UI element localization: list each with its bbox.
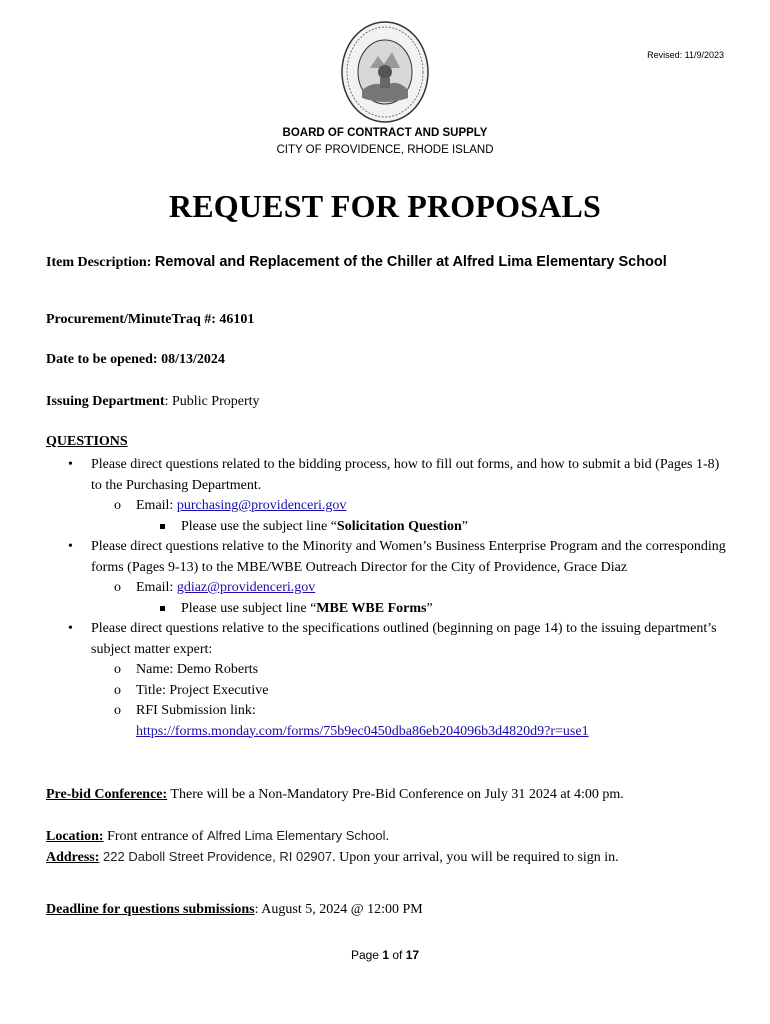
list-item [46, 455, 726, 496]
prebid-label: Pre-bid Conference: [46, 787, 168, 802]
subject-line: Solicitation Question [336, 518, 462, 534]
revised-date: Revised: 11/9/2023 [647, 50, 724, 60]
contact-name: Name: Demo Roberts [136, 662, 259, 677]
location [46, 828, 389, 845]
email-label: Email: [136, 498, 177, 513]
bullet-text: Please direct questions relative to the Minority and Women’s Business Enterprise Program and the corresponding forms (Pages 9-13) to the MBE/WBE Outreach Director for the City of Providence, Grace Diaz [91, 539, 726, 575]
list-item [46, 599, 726, 620]
circle-bullet-icon: o [114, 682, 121, 698]
contact-title: Title: Project Executive [136, 682, 269, 698]
location-place: Alfred Lima Elementary School [206, 828, 386, 843]
location-period: . [385, 829, 389, 844]
square-bullet-icon [160, 606, 165, 611]
circle-bullet-icon: o [114, 662, 121, 677]
page-prefix: Page [350, 948, 383, 962]
rfi-label: RFI Submission link: [136, 703, 256, 718]
item-description-value: Removal and Replacement of the Chiller at Alfred Lima Elementary School [154, 254, 667, 270]
list-item [46, 660, 726, 681]
purchasing-email-link[interactable]: purchasing@providenceri.gov [176, 498, 347, 513]
procurement-number: Procurement/MinuteTraq #: 46101 [46, 312, 255, 327]
date-to-be-opened: Date to be opened: 08/13/2024 [46, 352, 225, 367]
item-description [46, 254, 667, 271]
total-pages: 17 [405, 948, 420, 962]
prebid-text: There will be a Non-Mandatory Pre-Bid Conference on July 31 2024 at 4:00 pm. [167, 787, 624, 802]
bullet-icon: • [68, 621, 73, 636]
city-seal-logo [340, 20, 430, 124]
bullet-text: Please direct questions related to the bidding process, how to fill out forms, and how to submit a bid (Pages 1-8) to the Purchasing Department. [91, 457, 720, 493]
list-item [46, 578, 726, 599]
list-item [46, 619, 726, 660]
questions-deadline [46, 902, 423, 918]
list-item [46, 681, 726, 702]
bullet-text: Please direct questions relative to the specifications outlined (beginning on page 14) to the issuing department’s subject matter expert: [91, 621, 717, 657]
subject-prefix: Please use subject line “ [181, 600, 317, 616]
mbe-email-link[interactable]: gdiaz@providenceri.gov [176, 580, 316, 595]
address [46, 849, 619, 866]
location-text: Front entrance of [103, 829, 207, 844]
address-street: 222 Daboll Street Providence, RI 02907 [99, 849, 333, 864]
page-number [0, 948, 770, 962]
issuing-department-label: Issuing Department [46, 394, 165, 409]
deadline-text: : August 5, 2024 @ 12:00 PM [254, 902, 423, 917]
list-item [46, 517, 726, 538]
rfi-submission-link[interactable]: https://forms.monday.com/forms/75b9ec0450dba86eb204096b3d4820d9?r=use1 [136, 723, 589, 739]
circle-bullet-icon: o [114, 580, 121, 595]
prebid-conference [46, 787, 624, 803]
issuing-department-value: : Public Property [164, 394, 260, 409]
bullet-icon: • [68, 539, 73, 554]
board-heading: BOARD OF CONTRACT AND SUPPLY [282, 127, 488, 139]
page-of: of [389, 948, 406, 962]
issuing-department [46, 394, 260, 410]
bullet-icon: • [68, 457, 73, 472]
subject-prefix: Please use the subject line “ [181, 518, 337, 534]
city-heading: CITY OF PROVIDENCE, RHODE ISLAND [276, 144, 494, 156]
subject-suffix: ” [426, 600, 433, 616]
circle-bullet-icon: o [114, 498, 121, 513]
questions-list [46, 455, 726, 742]
list-item [46, 537, 726, 578]
square-bullet-icon [160, 524, 165, 529]
list-item [46, 701, 726, 742]
email-label: Email: [136, 580, 177, 595]
current-page: 1 [382, 948, 389, 962]
address-label: Address: [46, 850, 100, 865]
deadline-label: Deadline for questions submissions [46, 902, 255, 917]
address-text: . Upon your arrival, you will be required to sign in. [332, 850, 619, 865]
location-label: Location: [46, 829, 104, 844]
subject-suffix: ” [461, 518, 468, 534]
list-item [46, 496, 726, 517]
item-description-label: Item Description: [46, 255, 152, 270]
questions-heading: QUESTIONS [46, 434, 128, 449]
subject-line: MBE WBE Forms [316, 600, 427, 616]
circle-bullet-icon: o [114, 703, 121, 718]
document-title: REQUEST FOR PROPOSALS [168, 188, 602, 224]
